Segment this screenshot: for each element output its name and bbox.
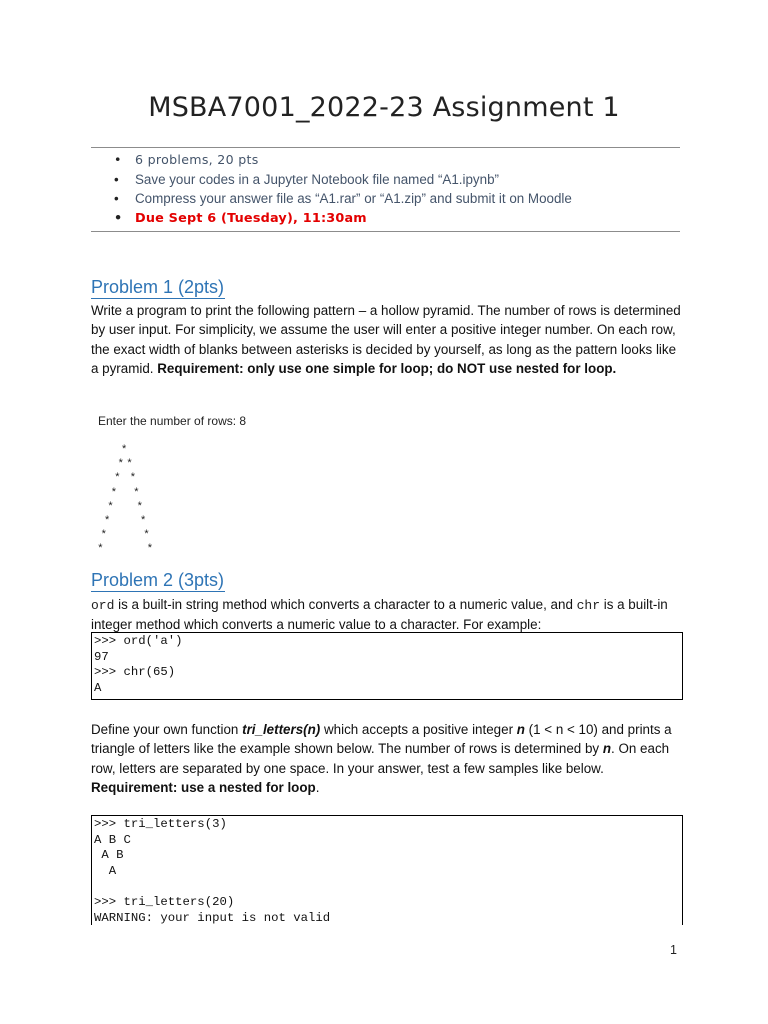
code-line: A B C xyxy=(94,832,131,847)
document-title: MSBA7001_2022-23 Assignment 1 xyxy=(148,92,620,123)
problem2-requirement: Requirement: use a nested for loop xyxy=(91,780,316,796)
summary-item xyxy=(91,170,680,190)
definition-text: which accepts a positive integer xyxy=(320,722,517,737)
due-date-item xyxy=(91,209,680,229)
summary-text: Compress your answer file as “A1.rar” or “A1.zip” and submit it on Moodle xyxy=(135,191,572,207)
code-line: >>> chr(65) xyxy=(94,665,176,680)
definition-text: . xyxy=(315,780,320,796)
code-ord: ord xyxy=(91,598,115,613)
pyramid-asterisk: * xyxy=(115,471,120,484)
pyramid-asterisk: * xyxy=(111,485,117,498)
pyramid-asterisk: * xyxy=(141,514,146,526)
summary-list xyxy=(91,150,680,228)
pyramid-asterisk: * xyxy=(101,528,106,541)
problem2-intro xyxy=(91,595,681,635)
code-line: A xyxy=(94,863,117,878)
pyramid-asterisk: * xyxy=(130,471,136,484)
pyramid-asterisk: * xyxy=(137,499,142,512)
code-line: WARNING: your input is not valid xyxy=(94,910,331,925)
pyramid-asterisk: * xyxy=(105,514,110,526)
pyramid-asterisk: * xyxy=(118,457,123,470)
problem2-definition xyxy=(91,720,681,798)
tri-letters-sample-code xyxy=(91,815,683,925)
definition-text: (1 < n < 10) and prints a triangle of letters like the example shown below. The number of rows is determined by xyxy=(91,722,672,757)
due-date-text: Due Sept 6 (Tuesday), 11:30am xyxy=(135,210,367,226)
code-line xyxy=(94,879,682,895)
bullet-icon: • xyxy=(114,210,123,226)
bullet-icon: • xyxy=(114,171,119,187)
code-line: >>> ord('a') xyxy=(94,634,183,648)
assignment-summary xyxy=(91,147,680,232)
problem2-heading-underline xyxy=(91,591,225,592)
hollow-pyramid-figure xyxy=(98,414,298,554)
problem1-requirement: Requirement: only use one simple for loop; do NOT use nested for loop. xyxy=(157,361,617,377)
code-line: >>> tri_letters(3) xyxy=(94,817,227,831)
bullet-icon: • xyxy=(114,152,122,167)
pyramid-asterisk: * xyxy=(144,528,149,541)
code-line: 97 xyxy=(94,649,109,664)
ord-chr-example-code xyxy=(91,632,683,700)
code-line: >>> tri_letters(20) xyxy=(94,894,235,909)
definition-text: . On each row, letters are separated by one space. In your answer, test a few samples like below. xyxy=(91,741,670,776)
param-n: n xyxy=(602,741,612,757)
problem2-intro-text: is a built-in integer method which converts a numeric value to a character. For example: xyxy=(91,597,668,633)
param-n: n xyxy=(516,722,525,737)
bullet-icon: • xyxy=(114,191,119,207)
definition-text: Define your own function xyxy=(91,722,243,737)
code-chr: chr xyxy=(576,598,601,613)
function-name: tri_letters(n) xyxy=(242,722,321,737)
summary-item xyxy=(91,189,680,209)
problem1-heading: Problem 1 (2pts) xyxy=(91,277,225,297)
problem2-heading: Problem 2 (3pts) xyxy=(91,570,225,590)
pyramid-asterisk: * xyxy=(98,542,103,555)
problem1-text: Write a program to print the following pattern – a hollow pyramid. The number of rows is determined by user input. For simplicity, we assume the user will enter a positive integer number. On each row, the exact width of blanks between asterisks is decided by yourself, as long as the pattern looks like a pyramid. xyxy=(91,303,681,377)
code-line: A B xyxy=(94,848,124,863)
code-line: A xyxy=(94,680,102,695)
problem2-intro-text: is a built-in string method which converts a character to a numeric value, and xyxy=(114,597,577,612)
problem1-description xyxy=(91,301,681,379)
pyramid-asterisk: * xyxy=(147,542,153,555)
summary-text: 6 problems, 20 pts xyxy=(135,152,259,167)
pyramid-asterisk: * xyxy=(134,485,139,498)
pyramid-asterisk: * xyxy=(108,499,113,512)
pyramid-input-prompt: Enter the number of rows: 8 xyxy=(98,414,247,428)
pyramid-asterisk: * xyxy=(127,457,132,470)
summary-item xyxy=(91,150,680,170)
pyramid-asterisk: * xyxy=(122,443,127,455)
page-number: 1 xyxy=(670,943,677,957)
problem1-heading-underline xyxy=(91,298,225,299)
summary-text: Save your codes in a Jupyter Notebook file named “A1.ipynb” xyxy=(135,171,499,187)
